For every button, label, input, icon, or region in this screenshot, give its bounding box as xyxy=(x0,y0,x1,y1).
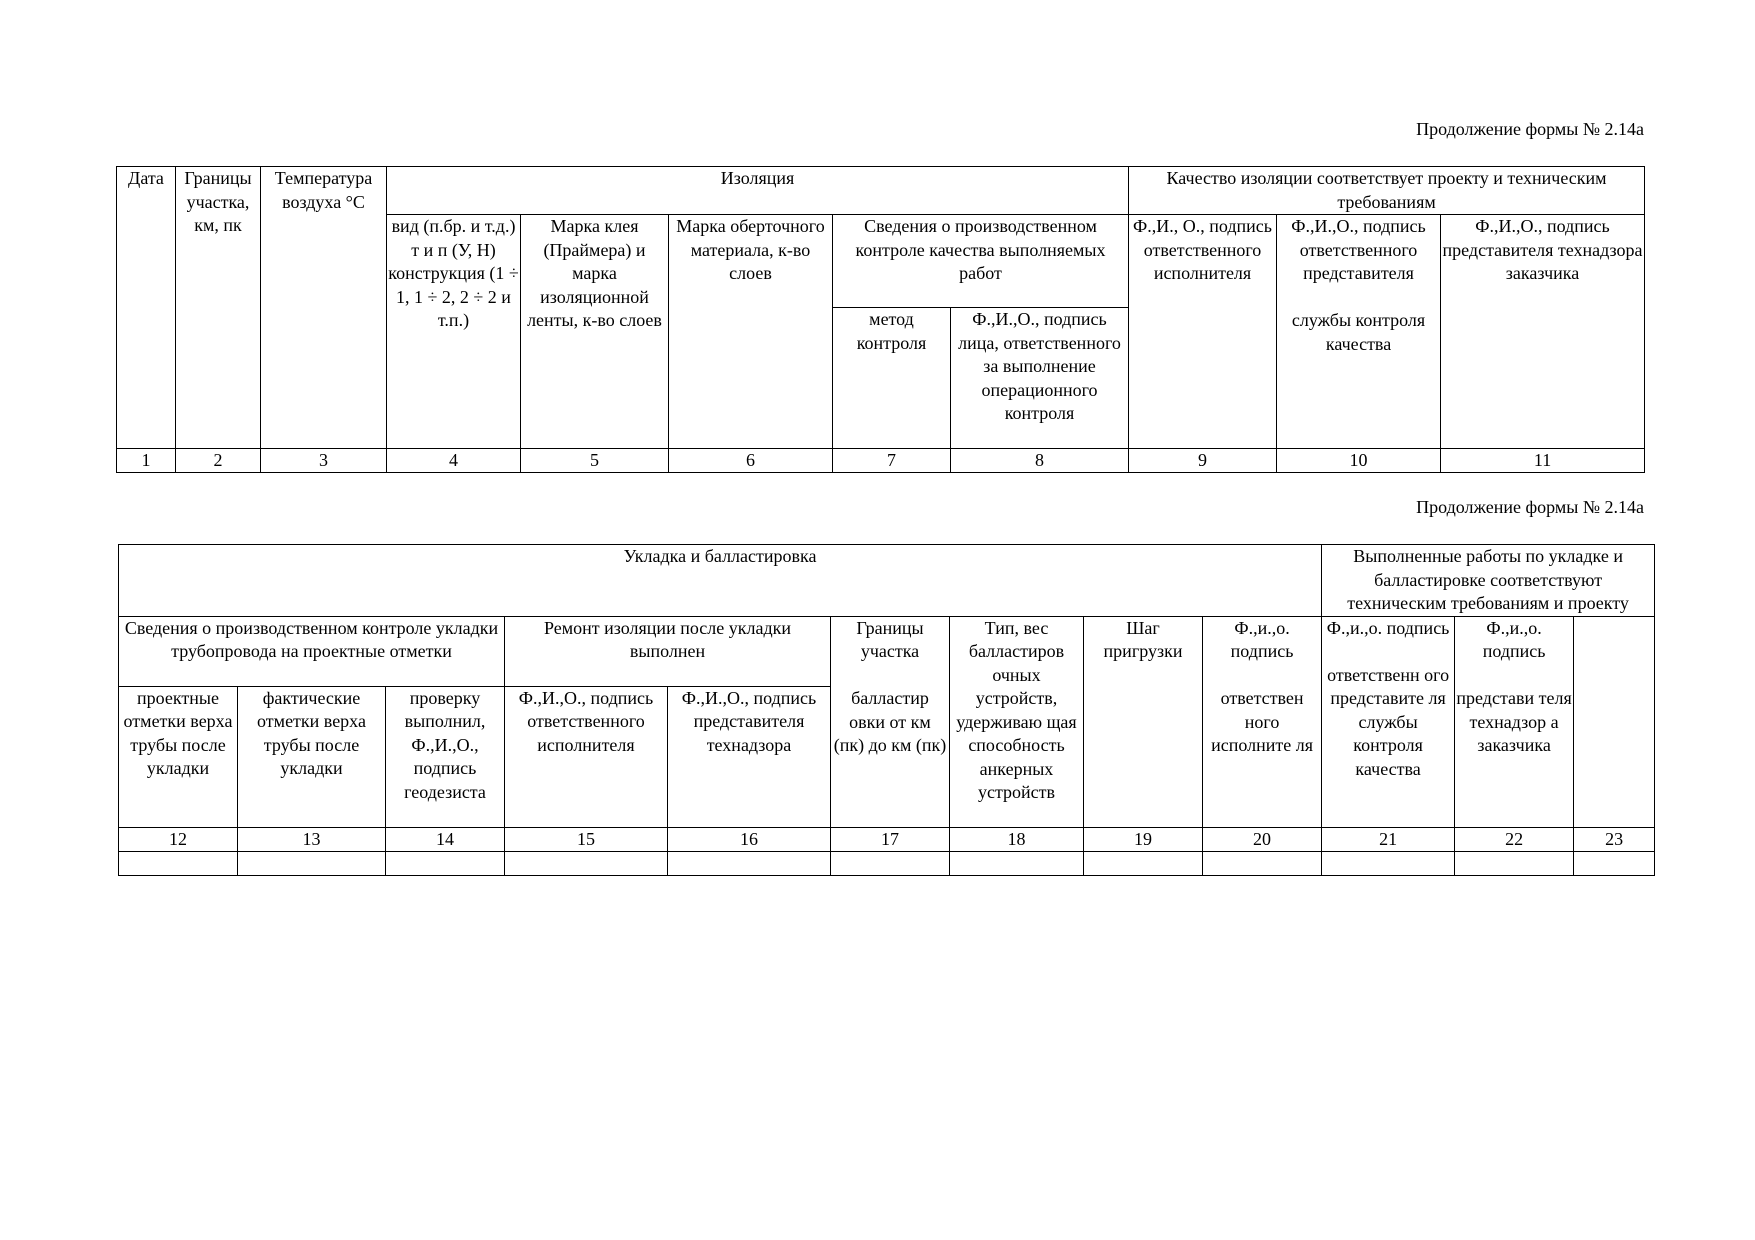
header-executor-sign: Ф.,И., О., подпись ответственного исполнителя xyxy=(1129,215,1277,449)
entry-cell[interactable] xyxy=(505,851,668,875)
header-fio-customer xyxy=(1455,616,1574,827)
column-number: 4 xyxy=(387,449,521,473)
column-number: 12 xyxy=(119,827,238,851)
entry-cell[interactable] xyxy=(950,851,1084,875)
header-fio-qc-rep xyxy=(1322,616,1455,827)
header-geodesist: проверку выполнил, Ф.,И.,О., подпись геодезиста xyxy=(386,686,505,827)
entry-cell[interactable] xyxy=(1322,851,1455,875)
column-number: 15 xyxy=(505,827,668,851)
qc-rep-sign-top: Ф.,И.,О., подпись ответственного представителя xyxy=(1291,216,1426,283)
entry-cell[interactable] xyxy=(668,851,831,875)
column-number: 18 xyxy=(950,827,1084,851)
laying-ballasting-table xyxy=(118,544,1655,876)
column-number: 6 xyxy=(669,449,833,473)
header-design-marks: проектные отметки верха трубы после укладки xyxy=(119,686,238,827)
form-continuation-caption: Продолжение формы № 2.14а xyxy=(1416,119,1644,139)
header-empty-date xyxy=(117,308,176,449)
header-repair-executor: Ф.,И.,О., подпись ответственного исполнителя xyxy=(505,686,668,827)
header-glue-mark: Марка клея (Праймера) и марка изоляционной ленты, к-во слоев xyxy=(521,215,669,449)
fio-3-top: Ф.,и.,о. подпись xyxy=(1482,617,1546,661)
column-number: 3 xyxy=(261,449,387,473)
insulation-table xyxy=(116,166,1645,473)
header-control-method: метод контроля xyxy=(833,308,951,449)
header-insulation: Изоляция xyxy=(387,167,1129,215)
header-boundaries: Границы участка, км, пк xyxy=(176,167,261,308)
entry-cell[interactable] xyxy=(119,851,238,875)
entry-cell[interactable] xyxy=(1203,851,1322,875)
fio-1-top: Ф.,и.,о. подпись xyxy=(1230,617,1294,661)
column-number: 7 xyxy=(833,449,951,473)
column-number: 23 xyxy=(1574,827,1655,851)
header-operational-control-sign: Ф.,И.,О., подпись лица, ответственного за выполнение операционного контроля xyxy=(951,308,1129,449)
entry-cell[interactable] xyxy=(1084,851,1203,875)
ballast-bounds-top: Границы участка xyxy=(856,617,924,661)
header-fio-executor xyxy=(1203,616,1322,827)
header-type-construction xyxy=(387,215,521,449)
entry-cell[interactable] xyxy=(1455,851,1574,875)
ballast-bounds-bottom: балластир овки от км (пк) до км (пк) xyxy=(833,688,947,755)
header-laying: Укладка и балластировка xyxy=(119,545,1322,617)
type-construction-text: вид (п.бр. и т.д.) т и п (У, Н) конструкция (1 ÷ 1, 1 ÷ 2, 2 ÷ 2 и т.п.) xyxy=(388,216,519,330)
qc-rep-sign-bottom: службы контроля качества xyxy=(1291,310,1426,354)
header-actual-marks: фактические отметки верха трубы после укладки xyxy=(238,686,386,827)
column-number: 22 xyxy=(1455,827,1574,851)
header-qc-rep-sign xyxy=(1277,215,1441,449)
header-repair-supervisor: Ф.,И.,О., подпись представителя технадзора xyxy=(668,686,831,827)
column-number: 10 xyxy=(1277,449,1441,473)
fio-2-top: Ф.,и.,о. подпись xyxy=(1326,617,1450,638)
entry-cell[interactable] xyxy=(386,851,505,875)
header-quality: Качество изоляции соответствует проекту и техническим требованиям xyxy=(1129,167,1645,215)
fio-1-bottom: ответствен ного исполните ля xyxy=(1211,688,1313,755)
header-works-done: Выполненные работы по укладке и балластировке соответствуют техническим требованиям и проекту xyxy=(1322,545,1655,617)
header-customer-sign: Ф.,И.,О., подпись представителя технадзора заказчика xyxy=(1441,215,1645,449)
column-number: 9 xyxy=(1129,449,1277,473)
header-production-control: Сведения о производственном контроле качества выполняемых работ xyxy=(833,215,1129,308)
header-laying-control: Сведения о производственном контроле укладки трубопровода на проектные отметки xyxy=(119,616,505,686)
column-number: 20 xyxy=(1203,827,1322,851)
column-number: 8 xyxy=(951,449,1129,473)
header-ballast-type: Тип, вес балластиров очных устройств, удерживаю щая способность анкерных устройств xyxy=(950,616,1084,827)
entry-cell[interactable] xyxy=(831,851,950,875)
form-continuation-caption: Продолжение формы № 2.14а xyxy=(1416,497,1644,517)
column-number: 11 xyxy=(1441,449,1645,473)
entry-cell[interactable] xyxy=(1574,851,1655,875)
header-empty-air-temp xyxy=(261,308,387,449)
column-number: 16 xyxy=(668,827,831,851)
column-number: 1 xyxy=(117,449,176,473)
header-repair: Ремонт изоляции после укладки выполнен xyxy=(505,616,831,686)
column-number: 19 xyxy=(1084,827,1203,851)
column-number: 2 xyxy=(176,449,261,473)
column-number: 13 xyxy=(238,827,386,851)
column-number: 17 xyxy=(831,827,950,851)
header-air-temp: Температура воздуха °С xyxy=(261,167,387,308)
header-date: Дата xyxy=(117,167,176,308)
header-wrap-mark: Марка оберточного материала, к-во слоев xyxy=(669,215,833,449)
header-load-step: Шаг пригрузки xyxy=(1084,616,1203,827)
fio-2-bottom: ответственн ого представите ля службы контроля качества xyxy=(1327,664,1450,779)
header-empty-boundaries xyxy=(176,308,261,449)
column-number: 21 xyxy=(1322,827,1455,851)
header-ballast-bounds xyxy=(831,616,950,827)
column-number: 14 xyxy=(386,827,505,851)
fio-3-bottom: представи теля технадзор а заказчика xyxy=(1456,688,1572,755)
column-number: 5 xyxy=(521,449,669,473)
entry-cell[interactable] xyxy=(238,851,386,875)
